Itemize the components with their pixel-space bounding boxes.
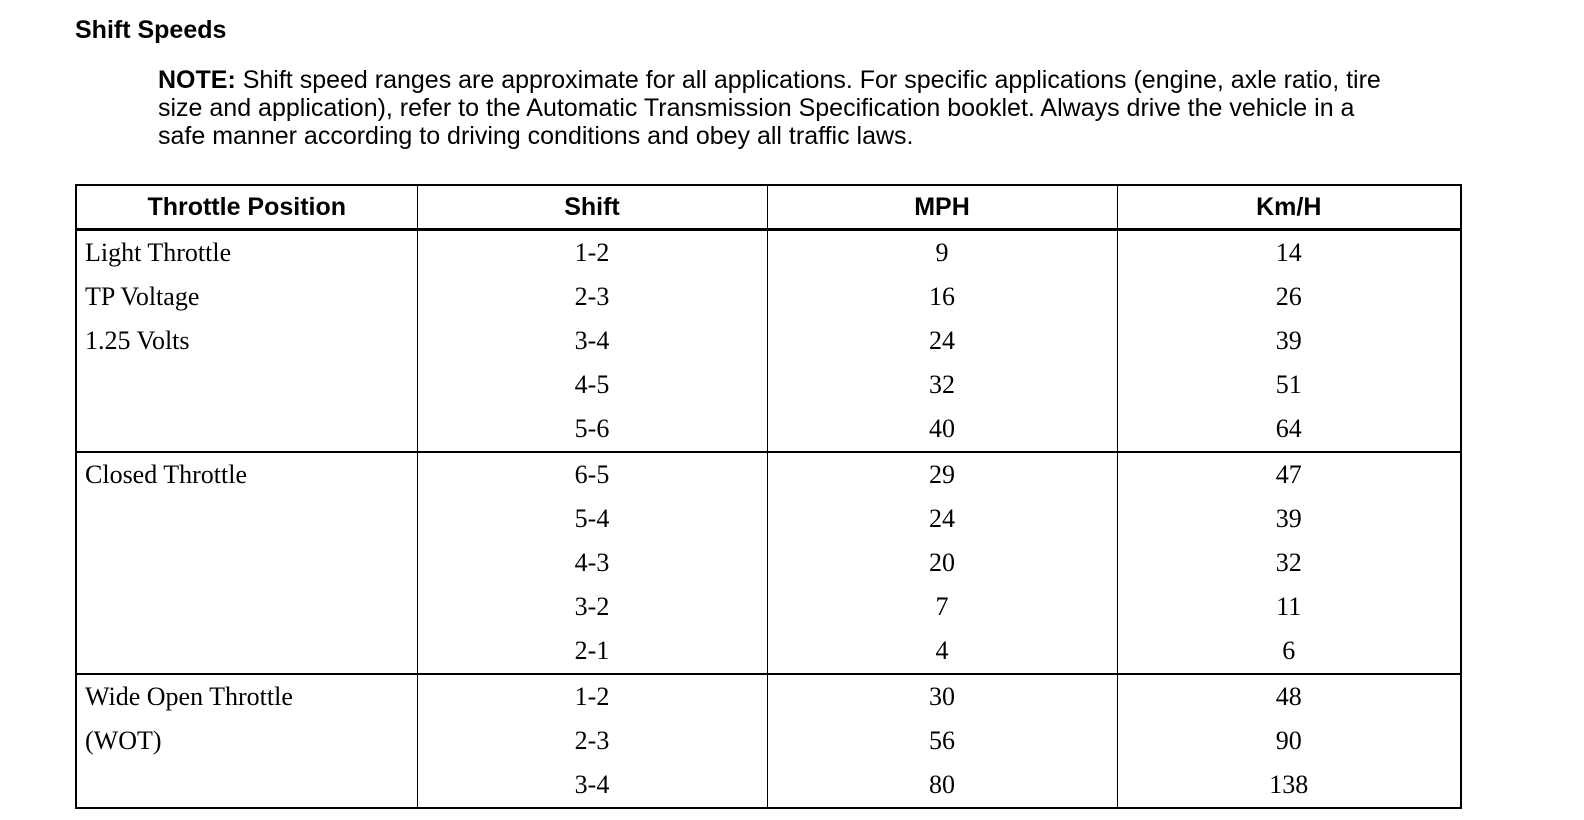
cell-throttle-position bbox=[76, 497, 417, 541]
table-row bbox=[76, 541, 1461, 585]
cell-kmh: 26 bbox=[1117, 275, 1461, 319]
cell-mph: 29 bbox=[767, 452, 1117, 497]
cell-kmh: 64 bbox=[1117, 407, 1461, 452]
cell-shift: 3-4 bbox=[417, 763, 767, 808]
cell-mph: 9 bbox=[767, 230, 1117, 276]
cell-throttle-position bbox=[76, 763, 417, 808]
cell-throttle-position: TP Voltage bbox=[76, 275, 417, 319]
cell-throttle-position: Closed Throttle bbox=[76, 452, 417, 497]
cell-throttle-position: 1.25 Volts bbox=[76, 319, 417, 363]
cell-throttle-position bbox=[76, 629, 417, 674]
cell-shift: 2-3 bbox=[417, 275, 767, 319]
cell-throttle-position: Wide Open Throttle bbox=[76, 674, 417, 719]
cell-throttle-position: Light Throttle bbox=[76, 230, 417, 276]
page-title: Shift Speeds bbox=[75, 16, 227, 44]
cell-kmh: 6 bbox=[1117, 629, 1461, 674]
group-light-throttle bbox=[76, 230, 1461, 453]
note-text: Shift speed ranges are approximate for all applications. For specific applications (engine, axle ratio, tire size and application), refer to the Automatic Transmission Specification booklet. Always drive the vehicle in a safe manner according to driving conditions and obey all traffic laws. bbox=[158, 66, 1381, 150]
table-header-row bbox=[76, 185, 1461, 230]
cell-throttle-position bbox=[76, 407, 417, 452]
cell-mph: 40 bbox=[767, 407, 1117, 452]
cell-shift: 4-5 bbox=[417, 363, 767, 407]
table-row bbox=[76, 230, 1461, 276]
group-wide-open-throttle bbox=[76, 674, 1461, 808]
cell-kmh: 32 bbox=[1117, 541, 1461, 585]
table-row bbox=[76, 275, 1461, 319]
cell-mph: 4 bbox=[767, 629, 1117, 674]
table-row bbox=[76, 363, 1461, 407]
note-label: NOTE: bbox=[158, 66, 236, 94]
table-row bbox=[76, 497, 1461, 541]
cell-kmh: 11 bbox=[1117, 585, 1461, 629]
cell-kmh: 39 bbox=[1117, 497, 1461, 541]
cell-shift: 6-5 bbox=[417, 452, 767, 497]
cell-kmh: 51 bbox=[1117, 363, 1461, 407]
table-row bbox=[76, 674, 1461, 719]
table-row bbox=[76, 319, 1461, 363]
header-shift: Shift bbox=[417, 185, 767, 230]
cell-mph: 80 bbox=[767, 763, 1117, 808]
table-row bbox=[76, 452, 1461, 497]
header-kmh: Km/H bbox=[1117, 185, 1461, 230]
cell-shift: 4-3 bbox=[417, 541, 767, 585]
cell-kmh: 39 bbox=[1117, 319, 1461, 363]
table-row bbox=[76, 585, 1461, 629]
cell-shift: 5-6 bbox=[417, 407, 767, 452]
header-throttle-position: Throttle Position bbox=[76, 185, 417, 230]
cell-mph: 24 bbox=[767, 497, 1117, 541]
cell-shift: 1-2 bbox=[417, 230, 767, 276]
cell-mph: 16 bbox=[767, 275, 1117, 319]
table-row bbox=[76, 719, 1461, 763]
table-row bbox=[76, 407, 1461, 452]
cell-throttle-position bbox=[76, 541, 417, 585]
table-row bbox=[76, 763, 1461, 808]
table-row bbox=[76, 629, 1461, 674]
cell-shift: 2-3 bbox=[417, 719, 767, 763]
cell-throttle-position bbox=[76, 363, 417, 407]
cell-shift: 5-4 bbox=[417, 497, 767, 541]
header-mph: MPH bbox=[767, 185, 1117, 230]
cell-mph: 20 bbox=[767, 541, 1117, 585]
cell-shift: 3-4 bbox=[417, 319, 767, 363]
cell-mph: 7 bbox=[767, 585, 1117, 629]
cell-shift: 2-1 bbox=[417, 629, 767, 674]
cell-shift: 3-2 bbox=[417, 585, 767, 629]
note-paragraph bbox=[158, 66, 1388, 150]
group-closed-throttle bbox=[76, 452, 1461, 674]
cell-throttle-position: (WOT) bbox=[76, 719, 417, 763]
cell-mph: 56 bbox=[767, 719, 1117, 763]
cell-mph: 30 bbox=[767, 674, 1117, 719]
shift-speeds-table bbox=[75, 184, 1462, 809]
cell-kmh: 47 bbox=[1117, 452, 1461, 497]
cell-kmh: 138 bbox=[1117, 763, 1461, 808]
cell-kmh: 14 bbox=[1117, 230, 1461, 276]
cell-mph: 32 bbox=[767, 363, 1117, 407]
cell-kmh: 48 bbox=[1117, 674, 1461, 719]
cell-throttle-position bbox=[76, 585, 417, 629]
cell-kmh: 90 bbox=[1117, 719, 1461, 763]
cell-shift: 1-2 bbox=[417, 674, 767, 719]
cell-mph: 24 bbox=[767, 319, 1117, 363]
